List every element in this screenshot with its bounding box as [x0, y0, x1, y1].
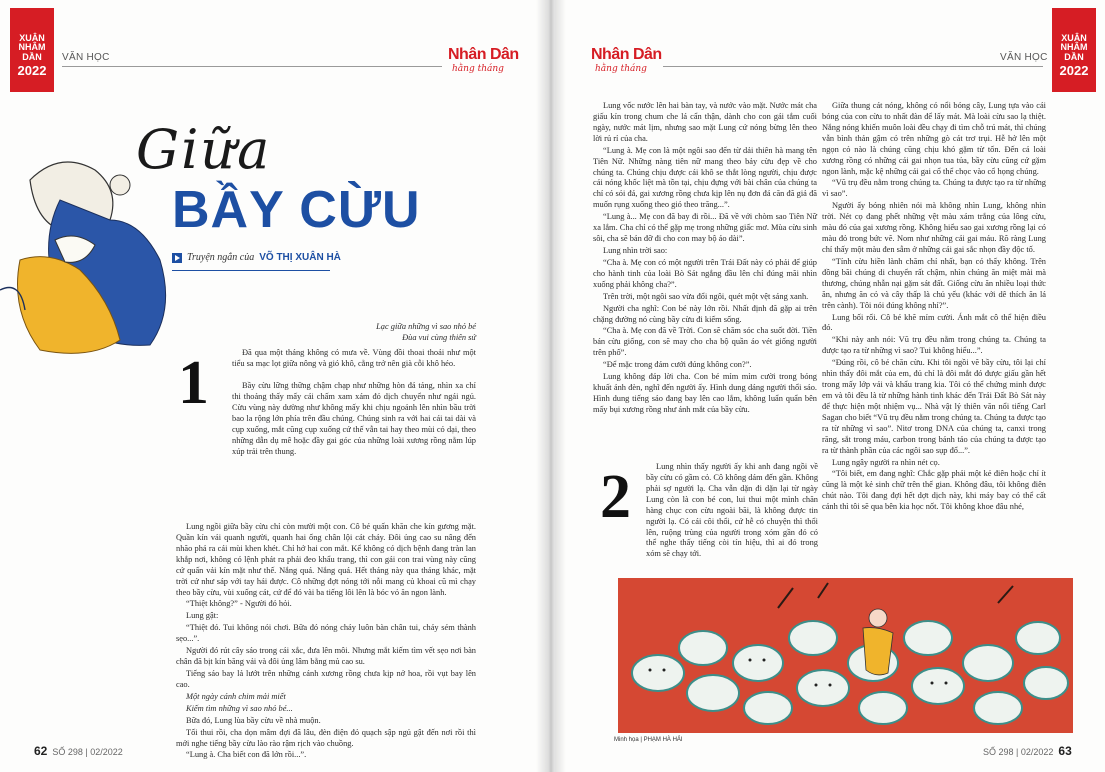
- body-text-left-top-2: [176, 381, 476, 521]
- paragraph: “Đúng rồi, cô bé chăn cừu. Khi tôi ngồi vẽ bầy cừu, tôi lại chỉ nhìn thấy đôi mắt của em, đủ chỉ là đôi mắt đó được giấu gần hết trong mấy lớp vải và khẩu trang kia. Tôi có thể chứng minh được em và tôi đều là từ những hành tinh khác đến Trái Đất Bò Sát này để thực hiện một nhiệm vụ... Nhà vật lý thiên văn nổi tiếng Carl Sagan cho biết “Vũ trụ đều nằm trong chúng ta. Chúng ta được tạo ra từ những vì sao”. Nitơ trong DNA của chúng ta, canxi trong răng, sắt trong máu, carbon trong bánh táo của chúng ta được tạo ra từ thành phần của các ngôi sao sụp đổ...”.: [822, 358, 1046, 455]
- illustration-caption: Minh họa | PHẠM HÀ HẢI: [614, 737, 683, 743]
- paragraph: “Tính cừu hiền lành chăm chỉ nhất, bạn có thấy không. Trên đồng bãi chúng di chuyển rất chậm, nhìn chúng ăn miệt mài mà thương, chúng nhẫn nại gặm sát đất. Giống cừu ăn nhiều loại thức ăn, nhưng ăn cỏ và cây thấp là chủ yếu (khác với dê thích ăn lá trên cành). Tôi nói đúng không nhỉ?”.: [822, 256, 1046, 310]
- badge-line-1: XUÂN: [1061, 33, 1087, 43]
- body-text-left-bottom: [176, 522, 476, 760]
- badge-line-2: NHÂM DẦN: [1060, 42, 1088, 62]
- badge-line-3: 2022: [1059, 63, 1089, 79]
- paragraph: Người đó rút cây sáo trong cái xắc, đưa lên môi. Nhưng mắt kiếm tìm vết sẹo nơi bàn chân đã bịt kín băng vải và đôi ủng lâm bằng mủ cao su.: [176, 646, 476, 667]
- header-rule: [62, 66, 442, 67]
- paragraph: Trên trời, một ngôi sao vừa đổi ngôi, quét một vệt sáng xanh.: [603, 291, 809, 301]
- newspaper-logo-sub-right: hằng tháng: [595, 64, 647, 74]
- spine-shadow: [536, 0, 566, 772]
- paragraph: Một ngày cánh chim mải miết: [186, 691, 286, 701]
- page-number-right: 63: [1058, 744, 1072, 758]
- paragraph: “Lung à. Mẹ con là một ngôi sao đến từ dải thiên hà mang tên Tiên Nữ. Những nàng tiên nữ mang theo bảy cừu đẹp về cho chúng ta. Chúng chịu được cái khô se thắt lòng người, chịu được cái nóng khốc liệt mà tồn tại, chịu đựng với bài chân của chúng ta chỉ có sỏi đá, gai xương rồng chưa kịp lên nụ đơn đá căn đã giả đã muốn rụng xuống theo gió theo trăng...”.: [593, 145, 817, 210]
- paragraph: Bầy cừu lững thững chậm chạp như những hòn đá tảng, nhìn xa chỉ thi thoảng thấy mấy cái chấm xam xám đỏ dịch chuyển như ngái ngủ. Cừu vùng này dường như không mấy khi chịu ngoảnh lên nhìn bầu trời bao la rộng lớn phía trên đầu chúng. Chúng sinh ra với hai cái tai dài và cụp xuống, mắt cũng cụp xuống cứ thế vẫn tai hay theo mùi cỏ dại, theo những dẫn dụ mê hoặc đầy gai góc của những loài xương rồng nằm lúp xúp trải trên thung.: [232, 381, 476, 456]
- paragraph: Lung nhìn trời sao:: [603, 245, 668, 255]
- issue-label-right: SỐ 298 | 02/2022: [983, 747, 1054, 757]
- page-folio-left: [34, 744, 123, 758]
- body-text-right-col1: [593, 101, 817, 479]
- epigraph: [176, 322, 476, 344]
- section-number-2: 2: [600, 463, 631, 531]
- paragraph: “Cha à. Mẹ con đã về Trời. Con sẽ chăm sóc cha suốt đời. Tiền bán cừu giống, con sẽ may cho cha bộ quần áo vét giống người trên phố”.: [593, 326, 817, 358]
- page-number-left: 62: [34, 744, 48, 758]
- paragraph: Người ấy bóng nhiên nói mà không nhìn Lung, không nhìn trời. Nét cọ đang phết những vệt màu xám trắng của lông cừu, màu đỏ của gai xương rồng. Không hiểu sao gai xương rồng lại có màu đỏ trong bức vẽ. Nom như những cái gai máu. Rõ ràng Lung chỉ thấy một màu đen sẫm ở những cái gai sắc nhọn đầy độc tố.: [822, 201, 1046, 254]
- left-page: [0, 0, 548, 772]
- paragraph: “Cha à. Mẹ con có một người trên Trái Đất này có phải để giúp cho hành tinh của loài Bò Sát ngắng đầu lên chỉ đúng mãi nhìn xuống phải không cha?”.: [593, 257, 817, 289]
- byline-arrow-icon: [172, 253, 182, 263]
- epigraph-line-2: Đùa vui cùng thiên sứ: [402, 332, 476, 342]
- paragraph: Kiếm tìm những vì sao nhỏ bé...: [186, 703, 293, 713]
- paragraph: Lung không đáp lời cha. Con bé mỉm mỉm cười trong bóng khuất ánh đèn, nghĩ đến người ấy. Hình dung dáng người thổi sáo. Hình dung tiếng sáo đang bay lên cao lắm, không luẩn quẩn bên mấy bụi xương rồng như ánh mắt của bầy cừu.: [593, 372, 817, 414]
- issue-label-left: SỐ 298 | 02/2022: [52, 747, 123, 757]
- year-badge-right: [1052, 8, 1096, 92]
- paragraph: “Vũ trụ đều nằm trong chúng ta. Chúng ta được tạo ra từ những vì sao”.: [822, 178, 1046, 199]
- paragraph: Bữa đó, Lung lùa bầy cừu về nhà muộn.: [186, 715, 321, 725]
- body-text-right-col2: [822, 101, 1046, 569]
- paragraph: Lung vốc nước lên hai bàn tay, và nước vào mặt. Nước mát cha giấu kín trong chum che lá cẩn thận, dành cho con gái tắm cuối ngày, nước mát lịm, nhưng sao mặt Lung cứ nóng bừng lên theo lời rủ rỉ của cha.: [593, 101, 817, 143]
- paragraph: “Lung à... Mẹ con đã bay đi rồi... Đã về với chòm sao Tiên Nữ xa lắm. Cha chỉ có thể gặp mẹ trong những giấc mơ. Mùa cừu sinh sôi, cha sẽ bán đỡ đi cho con may bộ áo dài”.: [593, 212, 817, 244]
- header-rule-right: [663, 66, 1043, 67]
- year-badge: [10, 8, 54, 92]
- paragraph: Lung ngây người ra nhìn nét cọ.: [832, 457, 940, 467]
- paragraph: “Tôi biết, em đang nghĩ: Chắc gặp phải một kẻ điên hoặc chỉ ít cũng là một kẻ sinh chữ trên thế gian. Không đâu, tôi không điên chút nào. Tôi đang đợi hết dợt dịch này, khi máy bay có thể cất cánh thì tôi sẽ qua bên kia học nốt. Tôi không khoe đâu nhé,: [822, 469, 1046, 512]
- paragraph: “Thiệt đó. Tui không nói chơi. Bữa đó nóng cháy luôn bàn chân tui, cháy sém thành sẹo...”.: [176, 623, 476, 644]
- paragraph: Lung bối rối. Cô bé khẽ mỉm cười. Ánh mắt cô thể hiện điều đó.: [822, 312, 1046, 333]
- paragraph: Tiếng sáo bay lả lướt trên những cánh xương rồng chưa kịp nở hoa, rồi vụt bay lên cao.: [176, 668, 476, 689]
- section-number-1: 1: [178, 349, 209, 417]
- title-script: Giữa: [136, 118, 272, 181]
- paragraph: Tối thui rồi, cha dọn mâm đợi đã lâu, đèn điện đỏ quạch sập ngủ gật đến nơi rồi thì mới nghe tiếng bầy cừu lào rào rậm rịch vào chuồng.: [176, 727, 476, 748]
- newspaper-logo-sub: hằng tháng: [452, 64, 504, 74]
- paragraph: Lung ngồi giữa bầy cừu chỉ còn mười một con. Cô bé quấn khăn che kín gương mặt. Quần kín vải quanh người, quanh hai ống chân lội cát cháy. Đôi ủng cao su nâng đến nhão phả ra cái mùi khen khét. Chỉ hở hai con mắt. Kể không có dịch bệnh đang tràn lan khắp nơi, không có lệnh phát ra phải đeo khẩu trang, thì con gái con trai vùng này cũng cứ quấn vải kín mặt như thế. Nắng quá. Nắng quá. Hết tháng này qua tháng khác, mặt trời cứ như sáp với tay hái được. Cô những đợt nóng tới nỗi mang củ khoai cũ mì chạy theo bầy cừu, vùi xuống cát, cứ để đó vài ba tiếng lôi lên là bóc vỏ ăn ngon lành.: [176, 522, 476, 597]
- section-label-right: VĂN HỌC: [1000, 52, 1048, 63]
- badge-line-2: NHÂM DẦN: [18, 42, 46, 62]
- newspaper-logo: Nhân Dân: [448, 46, 519, 63]
- paragraph: Lung nhìn thấy người ấy khi anh đang ngồi về bầy cừu có gầm cỏ. Cô không dám đến gần. Không phải sợ người lạ. Cha vẫn dặn đi dặn lại từ ngày Lung còn là con bé con, lui thui một mình chăn hàng chục con cừu ngoài bãi, là không được tin người lạ. Có cái côi thổi, cứ hễ có chuyện thì thổi lên, ruộng trùng của người trong xóm gần đó có thể nghe thấy tiếng còi tín hiệu, thì ai đó trong xóm sẽ chạy tới.: [646, 462, 819, 559]
- author-name: VÕ THỊ XUÂN HÀ: [259, 252, 341, 263]
- newspaper-logo-right: Nhân Dân: [591, 46, 662, 63]
- page-folio-right: [983, 744, 1072, 758]
- paragraph: Giữa thung cát nóng, không có nổi bóng cây, Lung tựa vào cái bóng của con cừu to nhất đàn để lấy mát. Mà loài cừu sao lạ thiệt. Nắng nóng khiến muôn loài đều chạy đi tìm chỗ trú mát, thì chúng vẫn bình thản gậm cỏ trên những gò cát trơ trụi. Hễ hở lên một ngọn cỏ nào là chúng cũng chịu khó gặm từ tốn. Đến cả loài xương rồng có những cái gai nhọn tua tủa, bầy cừu cũng cứ gặm ngon lành, mặc kệ những cái gai cổ thể chọc vào cổ họng chúng.: [822, 101, 1046, 176]
- body-text-left-top: [232, 348, 476, 371]
- paragraph: “Lung à. Cha biết con đã lớn rồi...”.: [186, 750, 307, 760]
- byline-rule: [172, 270, 330, 271]
- story-title: BẦY CỪU: [172, 181, 421, 239]
- body-text-right-col1-bottom: [646, 462, 818, 558]
- paragraph: “Thiệt không?” - Người đó hỏi.: [186, 599, 292, 609]
- badge-line-1: XUÂN: [19, 33, 45, 43]
- badge-line-3: 2022: [17, 63, 47, 79]
- paragraph: “Khi này anh nói: Vũ trụ đều nằm trong chúng ta. Chúng ta được tạo ra từ những vì sao? Tui không hiểu...”.: [822, 335, 1046, 356]
- byline-prefix: Truyện ngắn của: [187, 252, 255, 263]
- story-illustration-sheep: [618, 578, 1073, 733]
- paragraph: Người cha nghĩ: Con bé này lớn rồi. Nhất định đã gặp ai trên chặng đường nó cùng bầy cừu đi kiếm sống.: [593, 303, 817, 324]
- paragraph: Lung gật:: [186, 611, 219, 621]
- section-label: VĂN HỌC: [62, 52, 110, 63]
- paragraph: Đã qua một tháng không có mưa về. Vùng đồi thoai thoải như một tiểu sa mạc lọt giữa nông và gió khô, cằng trở nên già cỗi khô héo.: [232, 348, 476, 368]
- byline: [172, 252, 341, 263]
- epigraph-line-1: Lạc giữa những vì sao nhỏ bé: [376, 322, 476, 331]
- paragraph: “Để mặc trong đám cưới đúng không con?”.: [603, 360, 752, 370]
